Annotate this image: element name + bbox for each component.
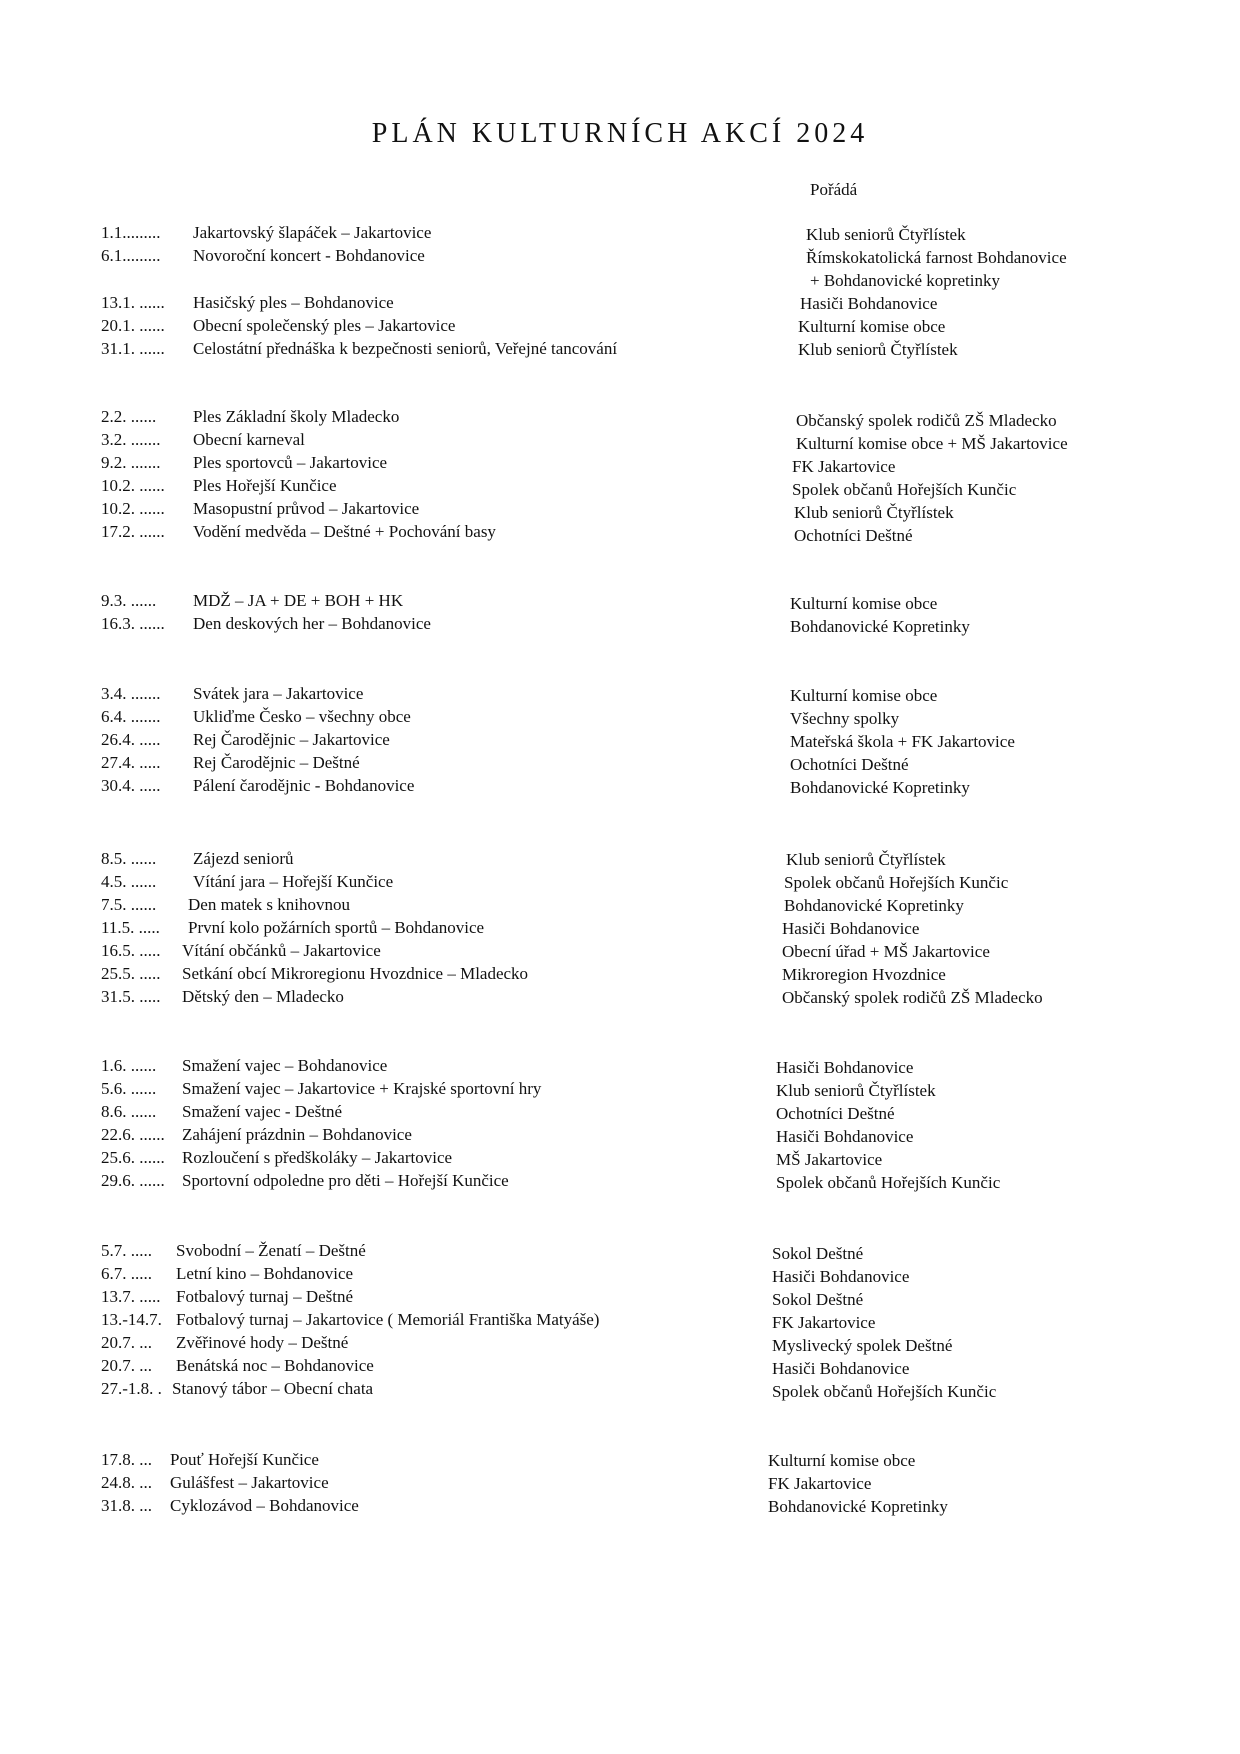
event-date: 5.7. ..... — [101, 1241, 152, 1260]
event-name: Benátská noc – Bohdanovice — [176, 1356, 374, 1375]
event-row — [101, 1472, 329, 1494]
event-date: 10.2. ...... — [101, 499, 165, 518]
event-name: Pálení čarodějnic - Bohdanovice — [193, 776, 415, 795]
event-date: 31.5. ..... — [101, 987, 161, 1006]
organizer-name: Všechny spolky — [790, 709, 900, 728]
organizer-name: Hasiči Bohdanovice — [800, 294, 938, 313]
event-date: 13.1. ...... — [101, 293, 165, 312]
event-row — [101, 406, 400, 428]
event-date: 26.4. ..... — [101, 730, 161, 749]
event-row — [101, 871, 394, 893]
event-date: 8.5. ...... — [101, 849, 157, 868]
event-row — [101, 475, 337, 497]
event-row — [101, 1332, 349, 1354]
event-date: 4.5. ...... — [101, 872, 157, 891]
event-name: Gulášfest – Jakartovice — [170, 1473, 329, 1492]
organizer-name: Kulturní komise obce — [790, 594, 938, 613]
event-date: 10.2. ...... — [101, 476, 165, 495]
organizer-name: Klub seniorů Čtyřlístek — [786, 850, 946, 869]
event-date: 16.5. ..... — [101, 941, 161, 960]
event-date: 20.7. ... — [101, 1356, 152, 1375]
organizer-name: MŠ Jakartovice — [776, 1150, 883, 1169]
organizer-name: Bohdanovické Kopretinky — [790, 778, 970, 797]
organizer-name: FK Jakartovice — [768, 1474, 872, 1493]
event-row — [101, 775, 415, 797]
organizer-name: Bohdanovické Kopretinky — [768, 1497, 948, 1516]
event-date: 29.6. ...... — [101, 1171, 165, 1190]
event-name: Ples sportovců – Jakartovice — [193, 453, 388, 472]
organizer-name: Hasiči Bohdanovice — [776, 1127, 914, 1146]
event-name: Smažení vajec – Jakartovice + Krajské sportovní hry — [182, 1079, 542, 1098]
event-row — [101, 429, 305, 451]
event-name: Dětský den – Mladecko — [182, 987, 344, 1006]
event-row — [101, 894, 350, 916]
organizer-name: Sokol Deštné — [772, 1290, 864, 1309]
event-row — [101, 498, 420, 520]
event-row — [101, 613, 431, 635]
organizer-name: Kulturní komise obce — [798, 317, 946, 336]
event-date: 27.-1.8. . — [101, 1379, 162, 1398]
event-name: Den matek s knihovnou — [188, 895, 350, 914]
event-name: Obecní karneval — [193, 430, 305, 449]
organizer-name: Klub seniorů Čtyřlístek — [806, 225, 966, 244]
event-row — [101, 963, 529, 985]
event-name: Rozloučení s předškoláky – Jakartovice — [182, 1148, 453, 1167]
event-name: První kolo požárních sportů – Bohdanovice — [188, 918, 485, 937]
event-name: Novoroční koncert - Bohdanovice — [193, 246, 425, 265]
event-date: 6.4. ....... — [101, 707, 161, 726]
event-date: 24.8. ... — [101, 1473, 152, 1492]
event-name: Vodění medvěda – Deštné + Pochování basy — [193, 522, 496, 541]
organizer-name: Klub seniorů Čtyřlístek — [776, 1081, 936, 1100]
event-date: 3.4. ....... — [101, 684, 161, 703]
event-name: Pouť Hořejší Kunčice — [170, 1450, 319, 1469]
event-name: Setkání obcí Mikroregionu Hvozdnice – Mladecko — [182, 964, 529, 983]
event-date: 1.1......... — [101, 223, 161, 242]
event-date: 7.5. ...... — [101, 895, 157, 914]
event-row — [101, 940, 381, 962]
event-row — [101, 1240, 366, 1262]
event-name: Hasičský ples – Bohdanovice — [193, 293, 394, 312]
event-row — [101, 1078, 542, 1100]
organizer-name: Ochotníci Deštné — [794, 526, 913, 545]
organizer-name: Římskokatolická farnost Bohdanovice — [806, 248, 1067, 267]
event-name: Jakartovský šlapáček – Jakartovice — [193, 223, 432, 242]
event-date: 13.-14.7. — [101, 1310, 162, 1329]
organizer-name: Ochotníci Deštné — [790, 755, 909, 774]
organizer-name: Spolek občanů Hořejších Kunčic — [772, 1382, 997, 1401]
event-date: 9.3. ...... — [101, 591, 157, 610]
event-row — [101, 752, 360, 774]
organizer-name: Občanský spolek rodičů ZŠ Mladecko — [796, 411, 1057, 430]
event-date: 20.7. ... — [101, 1333, 152, 1352]
event-date: 30.4. ..... — [101, 776, 161, 795]
organizer-name: Ochotníci Deštné — [776, 1104, 895, 1123]
event-row — [101, 1449, 319, 1471]
organizer-name: Kulturní komise obce + MŠ Jakartovice — [796, 434, 1068, 453]
organizer-name: Kulturní komise obce — [768, 1451, 916, 1470]
organizer-column-header: Pořádá — [810, 180, 858, 199]
organizer-name: Hasiči Bohdanovice — [776, 1058, 914, 1077]
event-row — [101, 848, 294, 870]
event-date: 2.2. ...... — [101, 407, 157, 426]
event-row — [101, 1170, 509, 1192]
event-row — [101, 1286, 354, 1308]
event-row — [101, 1263, 354, 1285]
event-name: Fotbalový turnaj – Jakartovice ( Memoriál Františka Matyáše) — [176, 1310, 600, 1329]
event-row — [101, 590, 404, 612]
event-date: 17.8. ... — [101, 1450, 152, 1469]
event-date: 9.2. ....... — [101, 453, 161, 472]
event-date: 1.6. ...... — [101, 1056, 157, 1075]
organizer-name: Spolek občanů Hořejších Kunčic — [784, 873, 1009, 892]
organizer-name: Bohdanovické Kopretinky — [790, 617, 970, 636]
event-date: 22.6. ...... — [101, 1125, 165, 1144]
event-name: Vítání jara – Hořejší Kunčice — [193, 872, 394, 891]
organizer-name: Myslivecký spolek Deštné — [772, 1336, 953, 1355]
event-name: MDŽ – JA + DE + BOH + HK — [193, 591, 404, 610]
event-date: 13.7. ..... — [101, 1287, 161, 1306]
event-row — [101, 315, 456, 337]
event-row — [101, 1101, 343, 1123]
event-name: Ples Hořejší Kunčice — [193, 476, 337, 495]
organizer-name: Občanský spolek rodičů ZŠ Mladecko — [782, 988, 1043, 1007]
event-date: 31.1. ...... — [101, 339, 165, 358]
event-name: Den deskových her – Bohdanovice — [193, 614, 431, 633]
event-name: Smažení vajec - Deštné — [182, 1102, 343, 1121]
event-name: Zahájení prázdnin – Bohdanovice — [182, 1125, 412, 1144]
organizer-name: Bohdanovické Kopretinky — [784, 896, 964, 915]
organizer-name: Klub seniorů Čtyřlístek — [798, 340, 958, 359]
organizer-name: Mateřská škola + FK Jakartovice — [790, 732, 1015, 751]
event-name: Obecní společenský ples – Jakartovice — [193, 316, 456, 335]
page-title: PLÁN KULTURNÍCH AKCÍ 2024 — [371, 118, 869, 149]
organizer-name: FK Jakartovice — [772, 1313, 876, 1332]
event-name: Ples Základní školy Mladecko — [193, 407, 400, 426]
event-row — [101, 729, 390, 751]
event-name: Zájezd seniorů — [193, 849, 294, 868]
organizer-name: FK Jakartovice — [792, 457, 896, 476]
event-row — [101, 452, 388, 474]
event-row — [101, 1055, 388, 1077]
event-name: Rej Čarodějnic – Deštné — [193, 753, 360, 772]
event-name: Zvěřinové hody – Deštné — [176, 1333, 349, 1352]
event-date: 6.1......... — [101, 246, 161, 265]
event-row — [101, 706, 411, 728]
organizer-name: Hasiči Bohdanovice — [772, 1267, 910, 1286]
event-date: 20.1. ...... — [101, 316, 165, 335]
organizer-name: Hasiči Bohdanovice — [772, 1359, 910, 1378]
event-date: 5.6. ...... — [101, 1079, 157, 1098]
event-name: Fotbalový turnaj – Deštné — [176, 1287, 354, 1306]
event-date: 16.3. ...... — [101, 614, 165, 633]
event-date: 25.5. ..... — [101, 964, 161, 983]
organizer-name: Hasiči Bohdanovice — [782, 919, 920, 938]
organizer-name: Kulturní komise obce — [790, 686, 938, 705]
event-row — [101, 222, 432, 244]
event-date: 17.2. ...... — [101, 522, 165, 541]
event-date: 8.6. ...... — [101, 1102, 157, 1121]
event-date: 6.7. ..... — [101, 1264, 152, 1283]
organizer-name: Spolek občanů Hořejších Kunčic — [792, 480, 1017, 499]
event-row — [101, 245, 425, 267]
event-date: 3.2. ....... — [101, 430, 161, 449]
organizer-name: Klub seniorů Čtyřlístek — [794, 503, 954, 522]
event-name: Sportovní odpoledne pro děti – Hořejší Kunčice — [182, 1171, 509, 1190]
event-name: Letní kino – Bohdanovice — [176, 1264, 354, 1283]
organizer-name: + Bohdanovické kopretinky — [810, 271, 1000, 290]
event-row — [101, 1495, 359, 1517]
event-name: Vítání občánků – Jakartovice — [182, 941, 381, 960]
event-name: Cyklozávod – Bohdanovice — [170, 1496, 359, 1515]
event-row — [101, 1309, 600, 1331]
event-name: Stanový tábor – Obecní chata — [172, 1379, 374, 1398]
event-row — [101, 986, 344, 1008]
event-row — [101, 1355, 374, 1377]
event-name: Ukliďme Česko – všechny obce — [193, 707, 411, 726]
event-name: Celostátní přednáška k bezpečnosti seniorů, Veřejné tancování — [193, 339, 618, 358]
event-row — [101, 1124, 412, 1146]
event-name: Masopustní průvod – Jakartovice — [193, 499, 420, 518]
event-row — [101, 338, 618, 360]
event-name: Smažení vajec – Bohdanovice — [182, 1056, 388, 1075]
event-row — [101, 917, 485, 939]
event-name: Svátek jara – Jakartovice — [193, 684, 364, 703]
event-row — [101, 683, 364, 705]
event-date: 31.8. ... — [101, 1496, 152, 1515]
event-row — [101, 292, 394, 314]
event-date: 11.5. ..... — [101, 918, 160, 937]
organizer-name: Obecní úřad + MŠ Jakartovice — [782, 942, 990, 961]
event-name: Svobodní – Ženatí – Deštné — [176, 1241, 366, 1260]
event-date: 27.4. ..... — [101, 753, 161, 772]
organizer-name: Mikroregion Hvozdnice — [782, 965, 946, 984]
organizer-name: Spolek občanů Hořejších Kunčic — [776, 1173, 1001, 1192]
event-row — [101, 521, 496, 543]
event-row — [101, 1378, 374, 1400]
event-row — [101, 1147, 453, 1169]
organizer-name: Sokol Deštné — [772, 1244, 864, 1263]
event-date: 25.6. ...... — [101, 1148, 165, 1167]
event-name: Rej Čarodějnic – Jakartovice — [193, 730, 390, 749]
